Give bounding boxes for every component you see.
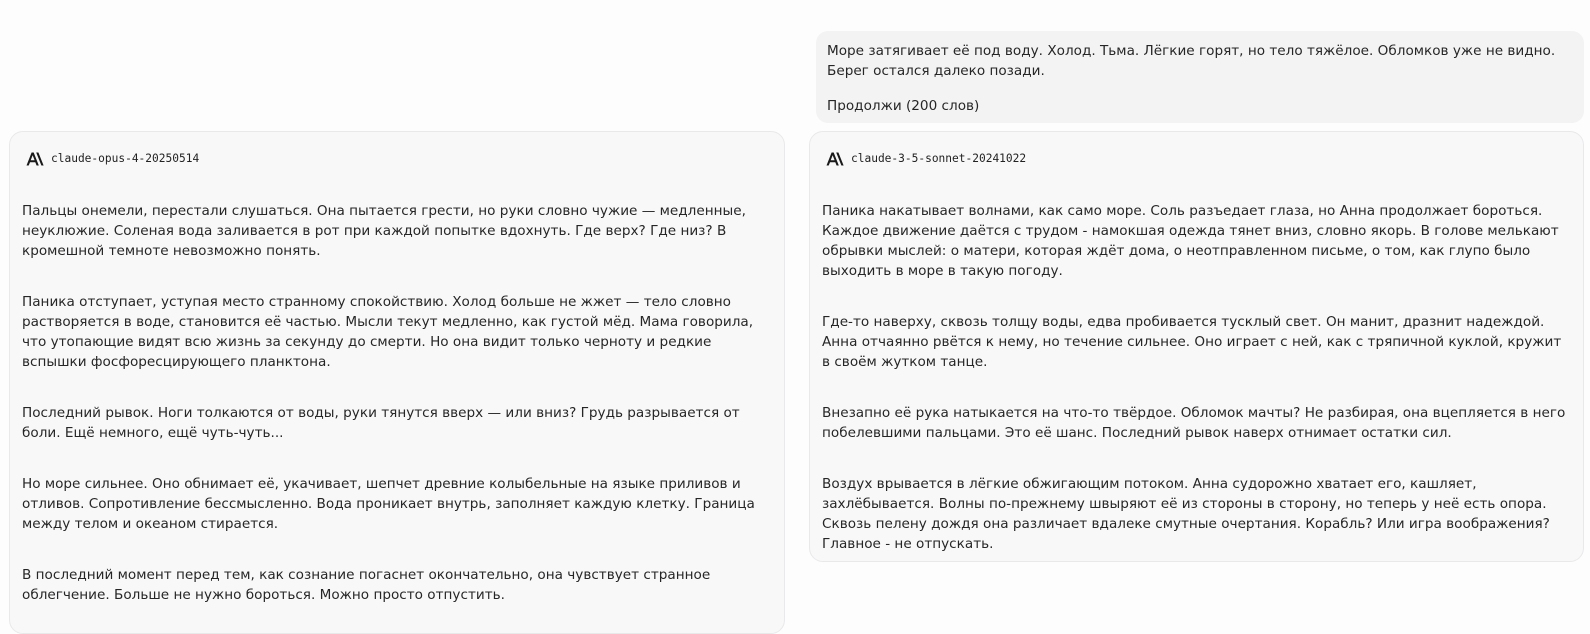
user-message — [816, 31, 1584, 123]
model-header-right — [822, 150, 1571, 167]
response-panel-right — [809, 131, 1584, 562]
anthropic-logo-icon — [826, 152, 845, 166]
anthropic-logo-icon — [26, 152, 45, 166]
user-message-text: Море затягивает её под воду. Холод. Тьма. Лёгкие горят, но тело тяжёлое. Обломков уже не видно. Берег остался далеко позади. — [827, 43, 1556, 79]
response-paragraph: Паника отступает, уступая место странному спокойствию. Холод больше не жжет — тело словно растворяется в воде, становится её частью. Мысли текут медленно, как густой мёд. Мама говорила, что утопающие видят всю жизнь за секунду до смерти. Но она видит только черноту и редкие вспышки фосфоресцирующего планктона. — [22, 294, 754, 370]
response-body-left — [22, 201, 772, 605]
response-panel-left — [9, 131, 785, 634]
response-paragraph: Последний рывок. Ноги толкаются от воды, руки тянутся вверх — или вниз? Грудь разрывается от боли. Ещё немного, ещё чуть-чуть... — [22, 405, 740, 441]
model-name: claude-3-5-sonnet-20241022 — [851, 152, 1027, 165]
response-body-right — [822, 201, 1571, 554]
response-paragraph: Где-то наверху, сквозь толщу воды, едва пробивается тусклый свет. Он манит, дразнит надеждой. Анна отчаянно рвётся к нему, но течение сильнее. Оно играет с ней, как с тряпичной куклой, кружит в своём жутком танце. — [822, 314, 1562, 370]
response-paragraph: Воздух врывается в лёгкие обжигающим потоком. Анна судорожно хватает его, кашляет, захлёбывается. Волны по-прежнему швыряют её из стороны в сторону, но теперь у неё есть опора. Сквозь пелену дождя она различает вдалеке смутные очертания. Корабль? Или игра воображения? Главное - не отпускать. — [822, 476, 1550, 552]
user-message-instruction: Продолжи (200 слов) — [827, 98, 980, 114]
response-paragraph: В последний момент перед тем, как сознание погаснет окончательно, она чувствует странное облегчение. Больше не нужно бороться. Можно просто отпустить. — [22, 567, 711, 603]
model-header-left — [22, 150, 772, 167]
response-paragraph: Внезапно её рука натыкается на что-то твёрдое. Обломок мачты? Не разбирая, она вцепляется в него побелевшими пальцами. Это её шанс. Последний рывок наверх отнимает остатки сил. — [822, 405, 1566, 441]
response-paragraph: Но море сильнее. Оно обнимает её, укачивает, шепчет древние колыбельные на языке приливов и отливов. Сопротивление бессмысленно. Вода проникает внутрь, заполняет каждую клетку. Граница между телом и океаном стирается. — [22, 476, 755, 532]
response-paragraph: Пальцы онемели, перестали слушаться. Она пытается грести, но руки словно чужие — медленные, неуклюжие. Соленая вода заливается в рот при каждой попытке вдохнуть. Где верх? Где низ? В кромешной темноте невозможно понять. — [22, 203, 746, 259]
model-name: claude-opus-4-20250514 — [51, 152, 200, 165]
response-paragraph: Паника накатывает волнами, как само море. Соль разъедает глаза, но Анна продолжает бороться. Каждое движение даётся с трудом - намокшая одежда тянет вниз, словно якорь. В голове мелькают обрывки мыслей: о матери, которая ждёт дома, о неотправленном письме, о том, как глупо было выходить в море в такую погоду. — [822, 203, 1559, 279]
